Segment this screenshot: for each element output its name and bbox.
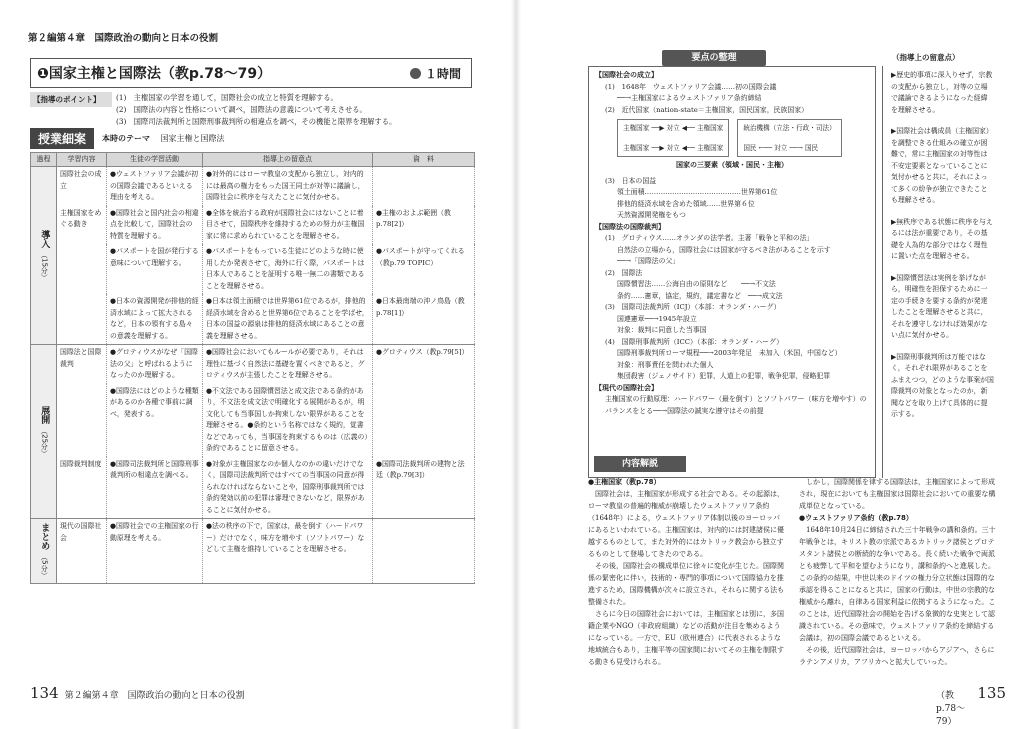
stage-label: まとめ <box>39 523 50 550</box>
outline-line: (4) 国際刑事裁判所（ICC）（本部：オランダ・ハーグ） <box>605 337 783 346</box>
activity-cell: ●ウェストファリア会議が初の国際会議であるといえる理由を考える。 <box>107 167 203 206</box>
diagram-line: 主権国家 ──▶ 対立 ◀── 主権国家 <box>623 124 724 132</box>
notes-cell: ●対象が主権国家なのか個人なのかの違いだけでなく，国際司法裁判所ではすべての当事国の同意が得られなければならないことや，国際刑事裁判所では条約発効以前の犯罪は審理できないなど，限界があることに気付かせる。 <box>203 457 373 519</box>
ref-cell: ●国際司法裁判所の建物と法廷（教p.79[3]） <box>373 457 475 519</box>
outline-line: 対象：裁判に同意した当事国 <box>617 326 707 334</box>
commentary-right-column <box>799 476 996 690</box>
running-head: 第２編第４章 国際政治の動向と日本の役割 <box>28 33 219 44</box>
notes-cell: ●日本は領土面積では世界第61位であるが，排他的経済水域を含めると世界第6位であることを学ばせ，日本の国益の源泉は排他的経済水域にあることの意義を理解させる。 <box>203 294 373 345</box>
table-row <box>31 167 475 206</box>
table-row <box>31 244 475 294</box>
activity-cell: ●日本の資源開発が排他的経済水域によって拡大されるなど，日本の領有する島々の意義を理解する。 <box>107 294 203 345</box>
teaching-point: (1) 主権国家の学習を通して，国際社会の成立と特質を理解する。 <box>116 93 338 102</box>
stage-cell <box>31 167 57 345</box>
lesson-title: ❶国家主権と国際法（教p.78〜79） <box>37 66 272 82</box>
outline-line: (3) 国際司法裁判所（ICJ）（本部：オランダ・ハーグ） <box>605 303 781 311</box>
stage-cell <box>31 345 57 519</box>
stage-label: 導入 <box>39 229 50 248</box>
teaching-note: ▶歴史的事項に深入りせず，宗教の支配から独立し，対等の立場で議論できるようになった経緯を理解させる。 <box>891 71 993 114</box>
outline-line: 国際刑事裁判所ローマ規程──→2003年発足 未加入（米国，中国など） <box>617 349 842 357</box>
outline-line: (3) 日本の国益 <box>605 176 657 185</box>
header-content: 学習内容 <box>57 153 107 167</box>
ref-cell <box>373 384 475 457</box>
outline-line: 天然資源開発権をもつ <box>617 211 686 219</box>
teaching-points-list <box>116 92 396 128</box>
content-cell: 主権国家をめぐる動き <box>57 206 107 245</box>
page-number: 134 <box>30 684 59 702</box>
commentary <box>588 476 996 690</box>
header-materials: 資 料 <box>373 153 475 167</box>
outline-line: 条約……憲章，協定，規約，議定書など ──→成文法 <box>617 291 783 300</box>
commentary-paragraph: その後，近代国際社会は，ヨーロッパからアジアへ，さらにラテンアメリカ，アフリカへと拡大していった。 <box>799 646 995 666</box>
outline-line: (2) 近代国家（nation-state＝主権国家，国民国家，民族国家） <box>605 105 809 114</box>
stage-cell <box>31 519 57 584</box>
outline-line: 主権国家の行動原理：ハードパワー（最を倒す）とソフトパワー（味方を増やす）のバランスをとる──→国際法の誠実な遵守はその前提 <box>605 395 867 415</box>
governance-box <box>737 119 841 157</box>
outline-line: ──→主権国家によるウェストファリア条約締結 <box>617 94 762 102</box>
teaching-note: ▶国際慣習法は実例を挙げながら，明確性を担保するために一定の手続きを要する条約が発達したことを理解させると共に，それを遵守しなければ効果がない点に気付かせる。 <box>891 273 988 339</box>
commentary-heading: ●主権国家（教p.78） <box>588 478 661 486</box>
teaching-notes-head: （指導上の留意点） <box>892 53 960 62</box>
outline-line: (1) 1648年 ウェストファリア会議……初の国際会議 <box>605 82 777 91</box>
left-page <box>28 30 498 720</box>
outline-line: ──→「国際法の父」 <box>617 257 680 265</box>
outline-line: 自然法の立場から，国際社会には国家が守るべき法があることを示す <box>617 245 831 254</box>
left-folio <box>30 684 245 702</box>
lesson-theme <box>102 133 225 144</box>
ref-cell <box>373 167 475 206</box>
state-diagram <box>617 119 869 157</box>
diagram-line: 統治機構（立法・行政・司法） <box>743 124 836 132</box>
theme-label: 本時のテーマ <box>102 134 151 143</box>
stage-minutes: （25分） <box>40 427 49 458</box>
diagram-caption: 国家の三要素（領域・国民・主権） <box>676 161 788 169</box>
commentary-tag: 内容解説 <box>594 456 686 472</box>
commentary-paragraph: しかし，国際関係を律する国際法は，主権国家によって形成され，現在においても主権国家は国際社会においての重要な構成単位となっている。 <box>799 478 996 510</box>
outline-line: 集団殺害（ジェノサイド）犯罪，人道上の犯罪，戦争犯罪，侵略犯罪 <box>617 372 831 380</box>
table-row <box>31 345 475 384</box>
outline-line: (2) 国際法 <box>605 268 643 277</box>
content-cell <box>57 244 107 294</box>
commentary-paragraph: 1648年10月24日に締結された三十年戦争の講和条約。三十年戦争とは，キリスト教の宗派であるカトリック諸侯とプロテスタント諸侯との断続的な争いである。長く続いた戦争で両派とも疲弊して平和を望むようになり，講和条約へと進展した。この条約の結果，中世以来のドイツの権力分立状態は国際的な承認を得ることになると共に，国家の行動は，中世の宗教的な権威から離れ，自律ある国家利益に依拠するようになった。このことは，近代国際社会の開始を告げる象徴的な史実として認識されている。その意味で，ウェストファリア条約を締結する会議は，初の国際会議であるといえる。 <box>799 526 996 642</box>
hours-label: １時間 <box>424 66 461 81</box>
activity-cell: ●国際社会と国内社会の相違点を比較して，国際社会の特質を理解する。 <box>107 206 203 245</box>
lesson-plan-head <box>30 128 225 149</box>
commentary-left-column <box>588 476 785 690</box>
stage-minutes: （15分） <box>40 251 49 282</box>
page-number: 135 <box>977 684 1006 702</box>
table-row <box>31 294 475 345</box>
commentary-heading: ●ウェストファリア条約（教p.78） <box>799 514 913 522</box>
lesson-plan-table <box>30 152 475 584</box>
outline-line: 国連憲章──→1945年設立 <box>617 314 697 323</box>
book-gutter <box>511 0 521 729</box>
outline-line: 排他的経済水域を含めた領域……世界第６位 <box>617 199 755 208</box>
notes-cell: ●不文法である国際慣習法と成文法である条約があり，不文法を成文法で明確化する展開があるが，明文化しても当事国しか拘束しない限界があることを理解させる。●条約という名称ではなく規約，覚書などであっても，当事国を拘束するものは（広義の）条約であることに留意させる。 <box>203 384 373 457</box>
ref-cell: ●主権のおよぶ範囲（教p.78[2]） <box>373 206 475 245</box>
table-row <box>31 519 475 584</box>
commentary-paragraph: 国際社会は，主権国家が形成する社会である。その起源は，ローマ教皇の普遍的権威が崩壊したウェストファリア条約（1648年）による，ウェストファリア体制以後のヨーロッパにあるといわれている。主権国家は，対内的には封建諸侯に優越するものとして，また対外的にはカトリック教会から独立するものとして登場してきたのである。 <box>588 490 784 558</box>
teaching-point: (2) 国際法の内容と性格について調べ，国際法の意義について考えさせる。 <box>116 105 367 114</box>
teaching-note: ▶国際刑事裁判所は万能ではなく，それぞれ限界があることをふまえつつ，どのような事案が国際裁判の対象となったのか，新聞などを取り上げて具体的に提示する。 <box>891 352 994 418</box>
outline-line: (1) グロティウス……オランダの法学者。主著「戦争と平和の法」 <box>605 234 814 242</box>
content-cell <box>57 384 107 457</box>
table-row <box>31 384 475 457</box>
outline-heading: 【現代の国際社会】 <box>595 383 658 392</box>
key-points-box <box>588 66 876 478</box>
table-row <box>31 457 475 519</box>
commentary-paragraph: さらに今日の国際社会においては，主権国家とは別に，多国籍企業やNGO（非政府組織）などの活動が注目を集めるようになっている。一方で，EU（欧州連合）に代表されるような地域統合もあり，主権平等の国家間においてその主権を制限する動きも見受けられる。 <box>588 610 784 666</box>
activity-cell: ●パスポートを国が発行する意味について理解する。 <box>107 244 203 294</box>
activity-cell: ●グロティウスがなぜ「国際法の父」と呼ばれるようになったのか理解する。 <box>107 345 203 384</box>
ref-cell: ●グロティウス（教p.79[5]） <box>373 345 475 384</box>
bullet-icon <box>410 68 421 79</box>
header-stage: 過程 <box>31 153 57 167</box>
outline-line: 領土面積……………………………………世界第61位 <box>617 188 778 196</box>
diagram-line: 国民 ←── 対立 ──→ 国民 <box>743 144 819 152</box>
outline-line: 対象：刑事責任を問われた個人 <box>617 360 714 369</box>
notes-cell: ●法の秩序の下で，国家は，最を倒す（ハードパワー）だけでなく，味方を増やす（ソフトパワー）などして主権を維持していることを理解させる。 <box>203 519 373 584</box>
notes-cell: ●対外的にはローマ教皇の支配から独立し，対内的には最高の権力をもった国王同士が対等に議論し，国際社会に秩序を与えたことに気付かせる。 <box>203 167 373 206</box>
key-points-tag: 要点の整理 <box>662 50 766 66</box>
teaching-note: ▶無秩序である状態に秩序を与えるには法が重要であり，その基礎を人為的な部分ではなく理性に置いた点を理解させる。 <box>891 217 993 260</box>
outline-heading: 【国際社会の成立】 <box>595 71 658 79</box>
teaching-point: (3) 国際司法裁判所と国際刑事裁判所の相違点を調べ，その機能と限界を理解する。 <box>116 117 397 126</box>
content-cell: 国際法と国際裁判 <box>57 345 107 384</box>
activity-cell: ●国際司法裁判所と国際刑事裁判所の相違点を調べる。 <box>107 457 203 519</box>
outline-heading: 【国際法の国際裁判】 <box>595 222 665 231</box>
content-cell: 現代の国際社会 <box>57 519 107 584</box>
header-notes: 指導上の留意点 <box>203 153 373 167</box>
content-cell: 国際社会の成立 <box>57 167 107 206</box>
teaching-note: ▶国際社会は構成員（主権国家）を調整できる仕組みの確立が困難で，常に主権国家の対等性は不安定要素となっていることに気付かせると共に，それによって多くの紛争が独立できたことも理解させる。 <box>891 127 993 204</box>
teaching-notes-column <box>882 66 994 478</box>
notes-cell: ●全体を統治する政府が国際社会にはないことに着目させて，国際秩序を維持するための努力が主権国家に常に求められていることを理解させる。 <box>203 206 373 245</box>
header-activity: 生徒の学習活動 <box>107 153 203 167</box>
stage-label: 展開 <box>39 405 50 424</box>
sovereign-states-box <box>617 119 729 157</box>
ref-cell <box>373 519 475 584</box>
ref-cell: ●日本最南端の沖ノ鳥島（教p.78[1]） <box>373 294 475 345</box>
lesson-title-box <box>30 58 472 88</box>
stage-minutes: （5分） <box>40 553 49 579</box>
content-cell <box>57 294 107 345</box>
folio-text: （教p.78〜79） <box>936 691 966 727</box>
theme-text: 国家主権と国際法 <box>160 134 225 143</box>
folio-text: 第２編第４章 国際政治の動向と日本の役割 <box>64 691 245 701</box>
notes-cell: ●パスポートをもっている生徒にどのような時に使用したか発表させて，海外に行く際，パスポートは日本人であることを証明する唯一無二の書類であることを理解させる。 <box>203 244 373 294</box>
right-folio <box>936 684 1006 727</box>
table-row <box>31 206 475 245</box>
activity-cell: ●国際社会での主権国家の行動原理を考える。 <box>107 519 203 584</box>
activity-cell: ●国際法にはどのような種類があるのか各種で事前に調べ，発表する。 <box>107 384 203 457</box>
teaching-points-label: 【指導のポイント】 <box>30 92 112 107</box>
notes-cell: ●国際社会においてもルールが必要であり，それは理性に基づく自然法に基礎を置くべきであると，グロティウスが主張したことを理解させる。 <box>203 345 373 384</box>
ref-cell: ●パスポートが守ってくれる（教p.79 TOPIC） <box>373 244 475 294</box>
right-page <box>536 30 1006 727</box>
lesson-plan-tag: 授業細案 <box>30 128 94 149</box>
content-cell: 国際裁判制度 <box>57 457 107 519</box>
diagram-line: 主権国家 ──▶ 対立 ◀── 主権国家 <box>623 144 724 152</box>
lesson-hours <box>410 65 461 82</box>
outline-line: 国際慣習法……公海自由の原則など ──→不文法 <box>617 280 776 288</box>
commentary-paragraph: その後，国際社会の構成単位に徐々に変化が生じた。国際関係の緊密化に伴い，技術的・専門的事項について国際協力を推進するため，国際機構が次々に設立され，それらに関する法も整備された。 <box>588 562 785 606</box>
